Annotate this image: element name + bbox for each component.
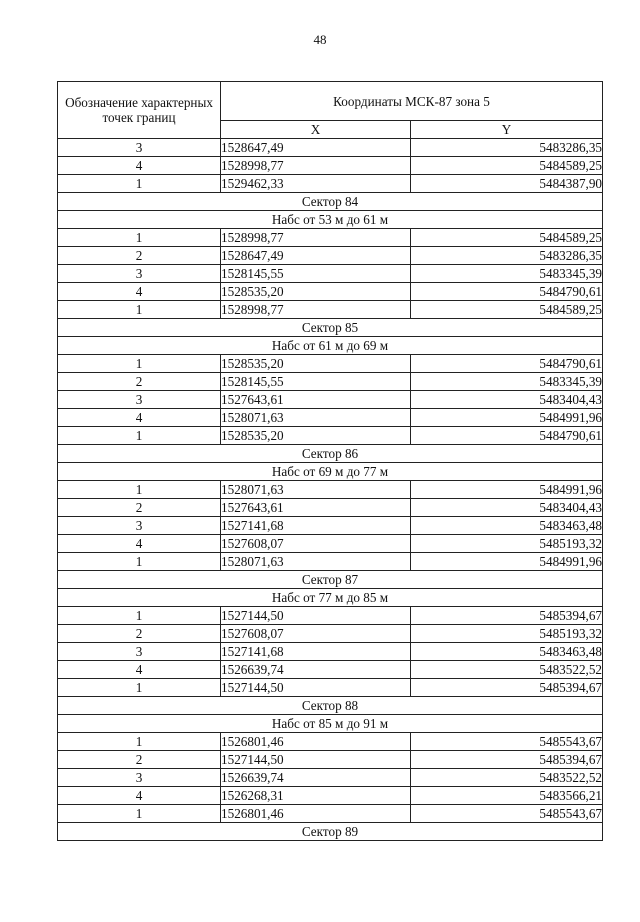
sector-title: Сектор 86 xyxy=(58,445,603,463)
x-coordinate: 1526639,74 xyxy=(221,661,411,679)
x-coordinate: 1527608,07 xyxy=(221,625,411,643)
x-coordinate: 1528647,49 xyxy=(221,247,411,265)
sector-title: Сектор 84 xyxy=(58,193,603,211)
sector-row xyxy=(58,823,603,841)
x-coordinate: 1529462,33 xyxy=(221,175,411,193)
sector-row xyxy=(58,193,603,211)
sector-row xyxy=(58,319,603,337)
x-coordinate: 1528647,49 xyxy=(221,139,411,157)
table-row xyxy=(58,733,603,751)
table-row xyxy=(58,535,603,553)
table-row xyxy=(58,517,603,535)
point-number: 1 xyxy=(58,733,221,751)
point-number: 3 xyxy=(58,139,221,157)
table-row xyxy=(58,229,603,247)
depth-row xyxy=(58,589,603,607)
table-row xyxy=(58,355,603,373)
y-coordinate: 5484387,90 xyxy=(411,175,603,193)
x-coordinate: 1528071,63 xyxy=(221,553,411,571)
sector-title: Сектор 89 xyxy=(58,823,603,841)
depth-range: Набс от 69 м до 77 м xyxy=(58,463,603,481)
depth-range: Набс от 53 м до 61 м xyxy=(58,211,603,229)
y-coordinate: 5483345,39 xyxy=(411,265,603,283)
y-coordinate: 5483463,48 xyxy=(411,517,603,535)
y-coordinate: 5485543,67 xyxy=(411,805,603,823)
table-row xyxy=(58,283,603,301)
table-row xyxy=(58,301,603,319)
y-coordinate: 5483404,43 xyxy=(411,499,603,517)
sector-row xyxy=(58,445,603,463)
y-coordinate: 5485394,67 xyxy=(411,751,603,769)
point-number: 2 xyxy=(58,751,221,769)
depth-row xyxy=(58,715,603,733)
point-number: 3 xyxy=(58,391,221,409)
x-coordinate: 1526639,74 xyxy=(221,769,411,787)
point-number: 1 xyxy=(58,229,221,247)
point-number: 4 xyxy=(58,787,221,805)
depth-range: Набс от 85 м до 91 м xyxy=(58,715,603,733)
y-coordinate: 5484790,61 xyxy=(411,283,603,301)
table-row xyxy=(58,625,603,643)
x-coordinate: 1528998,77 xyxy=(221,301,411,319)
x-coordinate: 1527144,50 xyxy=(221,607,411,625)
y-coordinate: 5484991,96 xyxy=(411,409,603,427)
x-coordinate: 1528535,20 xyxy=(221,427,411,445)
table-row xyxy=(58,751,603,769)
sector-row xyxy=(58,571,603,589)
x-coordinate: 1528145,55 xyxy=(221,373,411,391)
y-coordinate: 5484790,61 xyxy=(411,427,603,445)
point-number: 4 xyxy=(58,661,221,679)
point-number: 4 xyxy=(58,409,221,427)
x-coordinate: 1526801,46 xyxy=(221,805,411,823)
point-number: 1 xyxy=(58,301,221,319)
depth-range: Набс от 77 м до 85 м xyxy=(58,589,603,607)
coords-header: Координаты МСК-87 зона 5 xyxy=(221,82,603,121)
depth-row xyxy=(58,211,603,229)
table-row xyxy=(58,247,603,265)
point-number: 2 xyxy=(58,625,221,643)
x-coordinate: 1528998,77 xyxy=(221,157,411,175)
table-row xyxy=(58,157,603,175)
y-coordinate: 5483522,52 xyxy=(411,769,603,787)
x-coordinate: 1526801,46 xyxy=(221,733,411,751)
x-header: X xyxy=(221,121,411,139)
x-coordinate: 1528071,63 xyxy=(221,409,411,427)
y-coordinate: 5483463,48 xyxy=(411,643,603,661)
table-row xyxy=(58,427,603,445)
y-header: Y xyxy=(411,121,603,139)
depth-range: Набс от 61 м до 69 м xyxy=(58,337,603,355)
table-row xyxy=(58,643,603,661)
table-row xyxy=(58,661,603,679)
y-coordinate: 5484589,25 xyxy=(411,157,603,175)
point-number: 3 xyxy=(58,769,221,787)
point-number: 3 xyxy=(58,517,221,535)
table-row xyxy=(58,499,603,517)
y-coordinate: 5485394,67 xyxy=(411,679,603,697)
point-number: 1 xyxy=(58,805,221,823)
y-coordinate: 5484991,96 xyxy=(411,553,603,571)
point-number: 2 xyxy=(58,247,221,265)
points-header: Обозначение характерных точек границ xyxy=(58,82,221,139)
page-number: 48 xyxy=(313,32,327,47)
point-number: 4 xyxy=(58,157,221,175)
y-coordinate: 5483286,35 xyxy=(411,139,603,157)
y-coordinate: 5485193,32 xyxy=(411,625,603,643)
table-row xyxy=(58,175,603,193)
table-row xyxy=(58,769,603,787)
table-row xyxy=(58,409,603,427)
table-row xyxy=(58,679,603,697)
table-row xyxy=(58,139,603,157)
point-number: 3 xyxy=(58,265,221,283)
point-number: 1 xyxy=(58,607,221,625)
y-coordinate: 5485394,67 xyxy=(411,607,603,625)
x-coordinate: 1528145,55 xyxy=(221,265,411,283)
depth-row xyxy=(58,337,603,355)
coordinates-table xyxy=(57,81,603,841)
table-row xyxy=(58,373,603,391)
y-coordinate: 5484589,25 xyxy=(411,301,603,319)
table-row xyxy=(58,391,603,409)
x-coordinate: 1527144,50 xyxy=(221,751,411,769)
x-coordinate: 1526268,31 xyxy=(221,787,411,805)
x-coordinate: 1527643,61 xyxy=(221,499,411,517)
table-row xyxy=(58,607,603,625)
table-row xyxy=(58,481,603,499)
y-coordinate: 5483345,39 xyxy=(411,373,603,391)
x-coordinate: 1528535,20 xyxy=(221,283,411,301)
x-coordinate: 1528998,77 xyxy=(221,229,411,247)
sector-title: Сектор 88 xyxy=(58,697,603,715)
point-number: 1 xyxy=(58,427,221,445)
x-coordinate: 1527144,50 xyxy=(221,679,411,697)
y-coordinate: 5485543,67 xyxy=(411,733,603,751)
point-number: 2 xyxy=(58,373,221,391)
y-coordinate: 5483404,43 xyxy=(411,391,603,409)
x-coordinate: 1528071,63 xyxy=(221,481,411,499)
point-number: 1 xyxy=(58,481,221,499)
y-coordinate: 5484790,61 xyxy=(411,355,603,373)
y-coordinate: 5483286,35 xyxy=(411,247,603,265)
table-row xyxy=(58,553,603,571)
y-coordinate: 5483566,21 xyxy=(411,787,603,805)
y-coordinate: 5485193,32 xyxy=(411,535,603,553)
x-coordinate: 1527643,61 xyxy=(221,391,411,409)
table-row xyxy=(58,787,603,805)
point-number: 3 xyxy=(58,643,221,661)
point-number: 1 xyxy=(58,175,221,193)
y-coordinate: 5484991,96 xyxy=(411,481,603,499)
point-number: 2 xyxy=(58,499,221,517)
header-row xyxy=(58,82,603,121)
table-body xyxy=(58,139,603,841)
x-coordinate: 1527141,68 xyxy=(221,643,411,661)
point-number: 1 xyxy=(58,355,221,373)
x-coordinate: 1527141,68 xyxy=(221,517,411,535)
sector-title: Сектор 85 xyxy=(58,319,603,337)
table-row xyxy=(58,265,603,283)
table-row xyxy=(58,805,603,823)
sector-row xyxy=(58,697,603,715)
point-number: 1 xyxy=(58,679,221,697)
point-number: 4 xyxy=(58,283,221,301)
point-number: 4 xyxy=(58,535,221,553)
sector-title: Сектор 87 xyxy=(58,571,603,589)
y-coordinate: 5484589,25 xyxy=(411,229,603,247)
point-number: 1 xyxy=(58,553,221,571)
depth-row xyxy=(58,463,603,481)
x-coordinate: 1527608,07 xyxy=(221,535,411,553)
y-coordinate: 5483522,52 xyxy=(411,661,603,679)
x-coordinate: 1528535,20 xyxy=(221,355,411,373)
